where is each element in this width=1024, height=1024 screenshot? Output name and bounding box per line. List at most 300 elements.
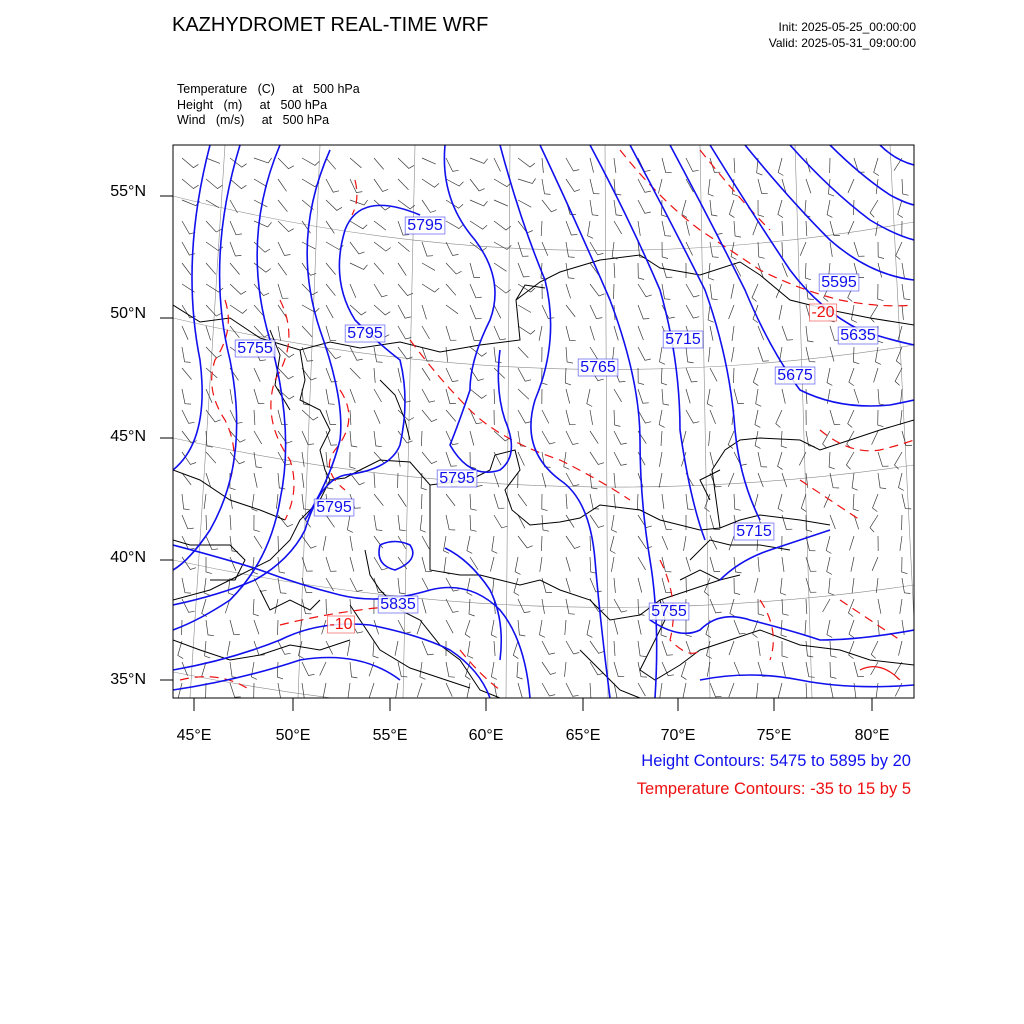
- wind-barb: [872, 431, 878, 445]
- wind-barb: [446, 284, 456, 295]
- wind-barb: [729, 536, 734, 550]
- wind-barb: [827, 200, 832, 217]
- height-label: 5635: [840, 327, 876, 344]
- wind-barb: [566, 263, 574, 279]
- wind-barb: [350, 452, 356, 469]
- wind-barb: [374, 410, 380, 424]
- graticule-meridian: [700, 145, 710, 698]
- wind-barb: [278, 326, 281, 341]
- wind-barb: [517, 662, 523, 679]
- wind-barb: [710, 242, 719, 257]
- wind-barb: [710, 410, 716, 424]
- wind-barb: [494, 179, 511, 187]
- field-wind: Wind (m/s) at 500 hPa: [177, 113, 330, 127]
- wind-barb: [350, 368, 360, 379]
- wind-barb: [422, 179, 439, 187]
- wind-barb: [852, 578, 854, 593]
- wind-barb: [350, 347, 363, 360]
- wind-barb: [278, 179, 287, 191]
- wind-barb: [638, 200, 651, 213]
- wind-barb: [206, 452, 216, 463]
- border-line: [690, 540, 790, 560]
- wind-barb: [566, 578, 570, 592]
- wind-barb: [638, 284, 652, 297]
- wind-barb: [806, 578, 816, 592]
- wind-barb: [230, 179, 246, 189]
- wind-barb: [182, 326, 188, 340]
- wind-barb: [326, 179, 339, 192]
- wind-barb: [422, 158, 436, 164]
- temperature-contours-legend: Temperature Contours: -35 to 15 by 5: [636, 780, 911, 798]
- wind-barb: [590, 284, 605, 296]
- wind-barb: [902, 305, 903, 320]
- wind-barb: [686, 305, 699, 318]
- wind-barb: [614, 221, 622, 234]
- height-label: 5755: [651, 603, 687, 620]
- wind-barb: [710, 368, 717, 381]
- wind-barb: [638, 221, 640, 236]
- wind-barb: [398, 326, 411, 339]
- wind-barb: [494, 242, 511, 250]
- wind-barb: [326, 305, 333, 318]
- wind-barb: [827, 620, 832, 637]
- wind-barb: [470, 389, 487, 398]
- wind-barb: [638, 620, 641, 635]
- wind-barb: [278, 221, 294, 232]
- wind-barb: [851, 557, 854, 572]
- wind-barb: [590, 305, 602, 319]
- wind-barb: [398, 158, 414, 168]
- wind-barb: [566, 641, 579, 654]
- wind-barb: [278, 641, 291, 654]
- wind-barb: [206, 536, 218, 550]
- wind-barb: [422, 200, 436, 212]
- wind-barb: [848, 599, 854, 617]
- wind-barb: [182, 221, 195, 234]
- wind-barb: [566, 515, 574, 528]
- wind-barb: [638, 641, 646, 657]
- wind-barb: [780, 578, 786, 595]
- wind-barb: [659, 452, 662, 467]
- wind-barb: [398, 578, 406, 594]
- wind-barb: [204, 578, 210, 595]
- wind-barb: [638, 326, 643, 340]
- wind-barb: [467, 536, 472, 553]
- wind-barb: [590, 347, 598, 360]
- wind-barb: [518, 515, 525, 528]
- temperature-contour: [860, 667, 900, 680]
- wind-barb: [754, 494, 758, 509]
- wind-barb: [566, 347, 573, 363]
- wind-barb: [326, 431, 337, 445]
- wind-barb: [755, 578, 759, 593]
- wind-barb: [326, 578, 334, 591]
- wind-barb: [230, 305, 247, 313]
- temp-label: -10: [329, 616, 353, 633]
- wind-barb: [710, 599, 722, 613]
- wind-barb: [566, 242, 575, 257]
- wind-barb: [326, 389, 335, 404]
- wind-barb: [782, 515, 792, 529]
- wind-barb: [465, 620, 470, 638]
- lon-label: 70°E: [660, 727, 696, 744]
- wind-barb: [566, 431, 579, 445]
- wind-barb: [878, 599, 881, 614]
- wind-barb: [729, 305, 734, 319]
- wind-barb: [734, 158, 735, 173]
- wind-barb: [206, 263, 216, 274]
- wind-barb: [778, 494, 783, 512]
- wind-barb: [638, 389, 649, 403]
- wind-barb: [878, 620, 879, 635]
- wind-barb: [849, 620, 854, 638]
- wind-barb: [518, 326, 535, 334]
- wind-barb: [350, 578, 363, 591]
- wind-barb: [778, 200, 783, 218]
- wind-barb: [681, 662, 686, 680]
- wind-barb: [398, 452, 400, 467]
- wind-barb: [206, 620, 214, 636]
- wind-barb: [422, 305, 427, 319]
- wind-barb: [323, 536, 326, 551]
- wind-barb: [494, 473, 499, 487]
- lat-label: 55°N: [110, 183, 146, 200]
- wind-barb: [446, 515, 455, 530]
- wind-barb: [806, 599, 807, 614]
- wind-barb: [518, 620, 525, 636]
- wind-barb: [710, 536, 717, 549]
- temperature-contour: [800, 480, 860, 520]
- wind-barb: [374, 368, 375, 383]
- wind-barb: [230, 389, 233, 404]
- graticule-meridian: [890, 145, 914, 620]
- height-label: 5795: [439, 470, 475, 487]
- temperature-contour: [760, 600, 773, 660]
- wind-barb: [854, 389, 859, 403]
- wind-barb: [470, 452, 476, 469]
- wind-barb: [730, 599, 735, 617]
- wind-barb: [446, 326, 456, 340]
- wind-barb: [710, 200, 717, 216]
- wind-barb: [806, 473, 808, 488]
- wind-barb: [230, 683, 241, 697]
- wind-barb: [446, 158, 459, 171]
- wind-barb: [446, 662, 455, 677]
- wind-barb: [470, 284, 482, 298]
- wind-barb: [871, 662, 878, 675]
- wind-barb: [900, 536, 902, 551]
- wind-barb: [542, 494, 548, 511]
- wind-barb: [182, 263, 191, 275]
- wind-barb: [518, 158, 535, 167]
- wind-barb: [610, 536, 615, 554]
- wind-barb: [518, 200, 531, 207]
- wind-barb: [614, 599, 627, 612]
- wind-barb: [829, 452, 835, 469]
- wind-barb: [753, 368, 758, 386]
- wind-barb: [729, 641, 734, 655]
- height-contour: [830, 145, 914, 205]
- wind-barb: [614, 200, 622, 216]
- wind-barb: [398, 242, 410, 252]
- wind-barb: [494, 494, 504, 508]
- wind-barb: [900, 410, 902, 425]
- wind-barb: [182, 578, 191, 593]
- wind-barb: [446, 683, 452, 697]
- lat-label: 35°N: [110, 671, 146, 688]
- wind-barb: [446, 494, 455, 506]
- wind-barb: [230, 263, 240, 275]
- wind-barb: [895, 683, 902, 696]
- wind-barb: [707, 389, 712, 406]
- wind-barb: [686, 368, 697, 382]
- wind-barb: [230, 221, 242, 235]
- height-contour: [880, 145, 914, 165]
- wind-barb: [206, 326, 211, 340]
- wind-barb: [806, 389, 807, 404]
- wind-barb: [276, 494, 278, 509]
- wind-barb: [830, 515, 835, 529]
- wind-barb: [515, 557, 520, 574]
- wind-barb: [638, 536, 652, 549]
- wind-barb: [278, 368, 294, 379]
- wind-barb: [422, 368, 430, 381]
- wind-barb: [494, 305, 501, 318]
- wind-barb: [705, 494, 710, 512]
- wind-barb: [494, 326, 506, 340]
- wind-barb: [350, 431, 357, 447]
- wind-barb: [734, 620, 746, 634]
- wind-barb: [614, 389, 622, 402]
- wind-barb: [758, 473, 763, 487]
- wind-barb: [374, 179, 388, 191]
- wind-barb: [734, 221, 741, 237]
- wind-barb: [469, 599, 475, 616]
- wind-barb: [776, 410, 782, 428]
- wind-barb: [662, 242, 668, 259]
- wind-barb: [421, 431, 422, 446]
- height-contour: [173, 145, 210, 470]
- valid-time: Valid: 2025-05-31_09:00:00: [768, 36, 916, 50]
- wind-barb: [878, 410, 884, 427]
- wind-barb: [542, 410, 549, 423]
- wind-barb: [254, 515, 260, 532]
- wind-barb: [518, 536, 533, 548]
- lon-label: 55°E: [372, 727, 408, 744]
- wind-barb: [874, 158, 879, 176]
- wind-barb: [374, 305, 390, 315]
- height-label: 5765: [580, 359, 616, 376]
- wind-barb: [182, 368, 192, 380]
- wind-barb: [470, 158, 488, 164]
- wind-barb: [518, 263, 530, 277]
- wind-barb: [230, 431, 245, 442]
- wind-barb: [518, 179, 536, 184]
- wind-barb: [422, 599, 426, 613]
- wind-barb: [542, 200, 557, 212]
- wind-barb: [710, 452, 714, 467]
- wind-barb: [347, 641, 350, 656]
- wind-barb: [734, 389, 744, 404]
- height-contour-labels: [235, 217, 878, 620]
- wind-barb: [662, 641, 673, 655]
- wind-barb: [374, 284, 388, 297]
- wind-barb: [302, 263, 316, 275]
- wind-barb: [254, 473, 257, 488]
- wind-barb: [278, 242, 290, 256]
- wind-barb: [182, 410, 195, 423]
- wind-barb: [662, 221, 671, 236]
- wind-barb: [302, 452, 304, 467]
- wind-barb: [494, 221, 511, 230]
- wind-barb: [350, 389, 355, 403]
- wind-barb: [829, 578, 835, 595]
- wind-barb: [902, 263, 904, 278]
- wind-barb: [874, 368, 878, 382]
- wind-barb: [590, 158, 594, 173]
- wind-barb: [590, 452, 604, 465]
- wind-barb: [878, 242, 884, 259]
- wind-barb: [757, 683, 759, 698]
- wind-barb: [518, 683, 522, 697]
- wind-barb: [446, 305, 458, 314]
- wind-barb: [638, 368, 644, 385]
- latitude-labels: [110, 183, 146, 688]
- wind-barb: [661, 431, 662, 446]
- wind-barb: [542, 305, 554, 319]
- wind-barb: [824, 494, 830, 508]
- wind-barb: [566, 179, 580, 192]
- wind-barb: [326, 410, 336, 424]
- wind-barb: [778, 158, 783, 176]
- wind-barb: [902, 557, 908, 574]
- border-line: [260, 590, 320, 610]
- wind-barb: [446, 221, 463, 229]
- wind-barb: [734, 578, 740, 595]
- wind-barb: [878, 389, 885, 405]
- wind-barb: [782, 389, 785, 404]
- wind-barb: [566, 557, 570, 571]
- border-line: [300, 350, 830, 530]
- height-label: 5755: [237, 340, 273, 357]
- wind-barb: [778, 452, 783, 470]
- wind-barb: [398, 515, 406, 531]
- field-height: Height (m) at 500 hPa: [177, 97, 328, 112]
- wind-barb: [350, 662, 357, 678]
- wind-barb: [830, 221, 840, 236]
- wind-barb: [254, 431, 262, 444]
- wind-barb: [182, 389, 191, 404]
- wind-barb: [662, 662, 674, 676]
- wind-barb: [326, 221, 334, 233]
- wind-barb: [849, 368, 854, 386]
- wind-barb: [470, 179, 485, 191]
- wind-barb: [323, 683, 326, 698]
- wind-barb: [542, 431, 555, 444]
- wind-barb: [254, 221, 272, 227]
- wind-barb: [278, 263, 287, 275]
- lat-label: 40°N: [110, 549, 146, 566]
- wind-barb: [444, 536, 450, 553]
- border-line: [173, 470, 285, 520]
- wind-barb: [902, 431, 912, 446]
- wind-barb: [493, 578, 495, 593]
- longitude-labels: [177, 727, 890, 744]
- temperature-contour: [820, 430, 914, 451]
- wind-barb: [374, 263, 384, 274]
- wind-barb: [827, 557, 832, 575]
- wind-barb: [206, 515, 207, 530]
- wind-barb: [851, 305, 856, 322]
- wind-barb: [254, 536, 262, 549]
- wind-barb: [278, 305, 286, 317]
- wind-barb: [422, 263, 435, 270]
- wind-barb: [854, 158, 865, 172]
- wind-barb: [853, 494, 859, 511]
- wind-barb: [494, 200, 508, 206]
- wind-barb: [422, 389, 435, 402]
- wind-barb: [320, 662, 326, 676]
- wind-barb: [470, 263, 480, 278]
- wind-barb: [686, 158, 699, 171]
- wind-barb: [899, 641, 903, 656]
- wind-barb: [230, 158, 247, 167]
- wind-barb: [542, 242, 548, 256]
- wind-barb: [878, 452, 889, 466]
- wind-barb: [374, 431, 382, 447]
- wind-barb: [686, 410, 699, 423]
- wind-barb: [756, 389, 762, 406]
- wind-barb: [566, 326, 576, 341]
- wind-barb: [806, 179, 811, 193]
- wind-barb: [902, 284, 910, 300]
- wind-barb: [254, 410, 255, 425]
- wind-barb: [853, 347, 859, 364]
- wind-barb: [902, 494, 911, 509]
- wind-barb: [470, 305, 482, 319]
- wind-barb: [254, 620, 259, 634]
- wind-barb: [446, 389, 456, 404]
- wind-barb: [182, 515, 194, 529]
- wind-barb: [876, 578, 878, 593]
- temp-label: -20: [811, 304, 835, 321]
- height-label: 5795: [347, 325, 383, 342]
- wind-barb: [398, 179, 409, 190]
- temperature-contour: [620, 150, 914, 306]
- wind-barb: [587, 389, 592, 407]
- wind-barb: [806, 347, 815, 362]
- wind-barb: [470, 494, 477, 510]
- wind-barb: [779, 305, 782, 320]
- wind-barb: [901, 389, 903, 404]
- wind-barb: [758, 200, 764, 217]
- wind-barb: [420, 515, 426, 532]
- wind-barb: [758, 557, 759, 572]
- wind-barb: [806, 641, 813, 657]
- wind-barb: [444, 557, 450, 574]
- wind-barb: [494, 515, 508, 528]
- wind-barb: [782, 221, 783, 236]
- wind-barb: [204, 494, 206, 509]
- wind-barb: [422, 326, 430, 339]
- wind-barb: [590, 200, 598, 216]
- height-label: 5835: [380, 596, 416, 613]
- wind-barb: [684, 536, 687, 551]
- wind-barb: [514, 578, 519, 596]
- wind-barb: [686, 389, 690, 403]
- wind-barb: [875, 347, 880, 364]
- graticule-parallel: [173, 672, 914, 717]
